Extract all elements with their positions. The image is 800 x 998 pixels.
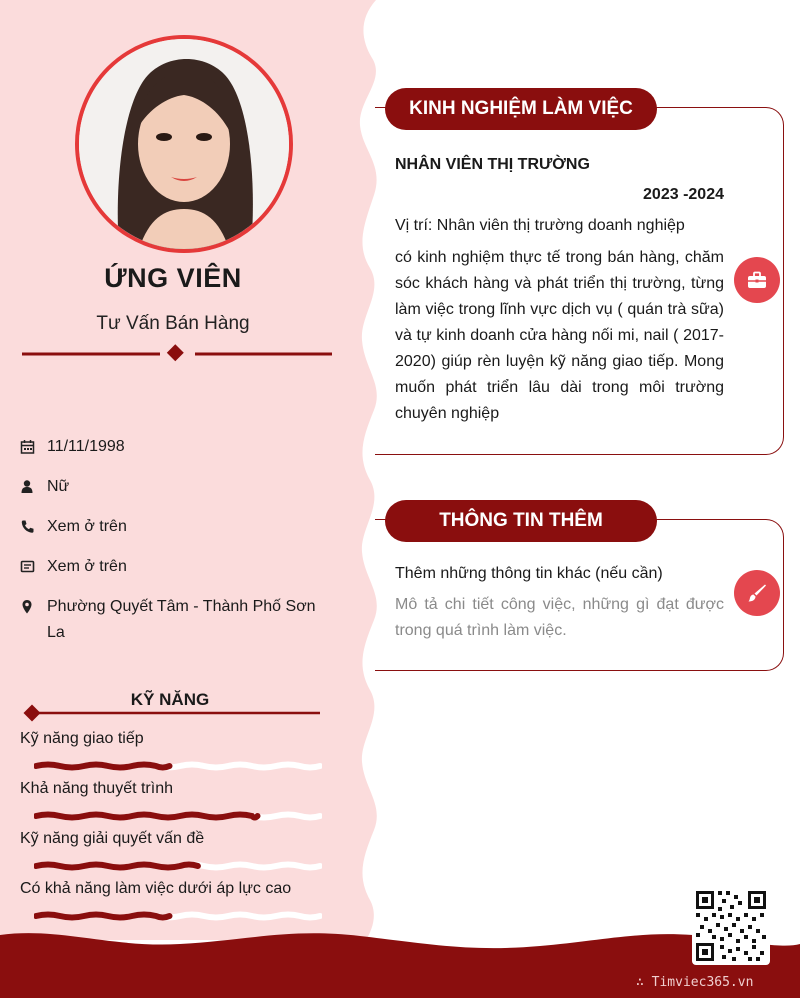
- skill-label: Kỹ năng giải quyết vấn đề: [20, 830, 205, 847]
- more-info-icon-circle: [734, 570, 780, 616]
- phone-value: Xem ở trên: [47, 518, 127, 535]
- contact-birthday: [20, 434, 320, 460]
- calendar-icon: [20, 439, 36, 455]
- experience-job-title: NHÂN VIÊN THỊ TRƯỜNG: [395, 156, 590, 173]
- experience-date: 2023 -2024: [643, 186, 724, 203]
- more-info-heading: THÔNG TIN THÊM: [385, 500, 657, 542]
- address-value: Phường Quyết Tâm - Thành Phố Sơn La: [47, 598, 316, 641]
- contact-email: [20, 554, 320, 580]
- skills-heading: KỸ NĂNG: [130, 690, 210, 709]
- experience-description: có kinh nghiệm thực tế trong bán hàng, chăm sóc khách hàng và phát triển thị trường, từng làm việc trong lĩnh vực dịch vụ ( quán trà sữa) và tự kinh doanh cửa hàng nối mi, nail ( 2017-2020) giúp rèn luyện kỹ năng giao tiếp. Mong muốn phát triển lâu dài trong môi trường chuyên nghiệp: [395, 249, 724, 422]
- skill-bar-fill: [36, 865, 198, 868]
- briefcase-icon: [747, 270, 767, 290]
- skill-bar: [34, 910, 322, 922]
- skills-divider: [22, 701, 322, 725]
- skill-bar: [34, 810, 322, 822]
- qr-code-icon: [692, 887, 770, 965]
- skill-label: Khả năng thuyết trình: [20, 780, 173, 797]
- brush-icon: [747, 583, 767, 603]
- candidate-name: ỨNG VIÊN: [104, 263, 242, 293]
- contact-gender: [20, 474, 320, 500]
- experience-icon-circle: [734, 257, 780, 303]
- more-info-description: Mô tả chi tiết công việc, những gì đạt được trong quá trình làm việc.: [395, 596, 724, 639]
- name-divider: [22, 344, 332, 364]
- skill-bar-fill: [36, 915, 169, 918]
- birthday-value: 11/11/1998: [47, 438, 125, 455]
- experience-position: Vị trí: Nhân viên thị trường doanh nghiệp: [395, 217, 685, 234]
- contact-address: [20, 594, 320, 646]
- avatar: [75, 35, 293, 253]
- location-icon: [20, 599, 36, 615]
- contact-phone: [20, 514, 320, 540]
- experience-heading: KINH NGHIỆM LÀM VIỆC: [385, 88, 657, 130]
- gender-value: Nữ: [47, 478, 70, 495]
- skill-bar-fill: [36, 815, 258, 818]
- user-icon: [20, 479, 36, 495]
- skill-bar: [34, 760, 322, 772]
- phone-icon: [20, 519, 36, 535]
- brand-watermark: ∴ Timviec365.vn: [636, 975, 754, 990]
- email-value: Xem ở trên: [47, 558, 127, 575]
- skill-bar: [34, 860, 322, 872]
- job-title: Tư Vấn Bán Hàng: [96, 313, 250, 334]
- more-info-title: Thêm những thông tin khác (nếu cần): [395, 565, 663, 582]
- skill-label: Kỹ năng giao tiếp: [20, 730, 144, 747]
- skill-bar-fill: [36, 765, 169, 768]
- skill-label: Có khả năng làm việc dưới áp lực cao: [20, 880, 292, 897]
- email-icon: [20, 559, 36, 575]
- qr-code[interactable]: [692, 887, 770, 965]
